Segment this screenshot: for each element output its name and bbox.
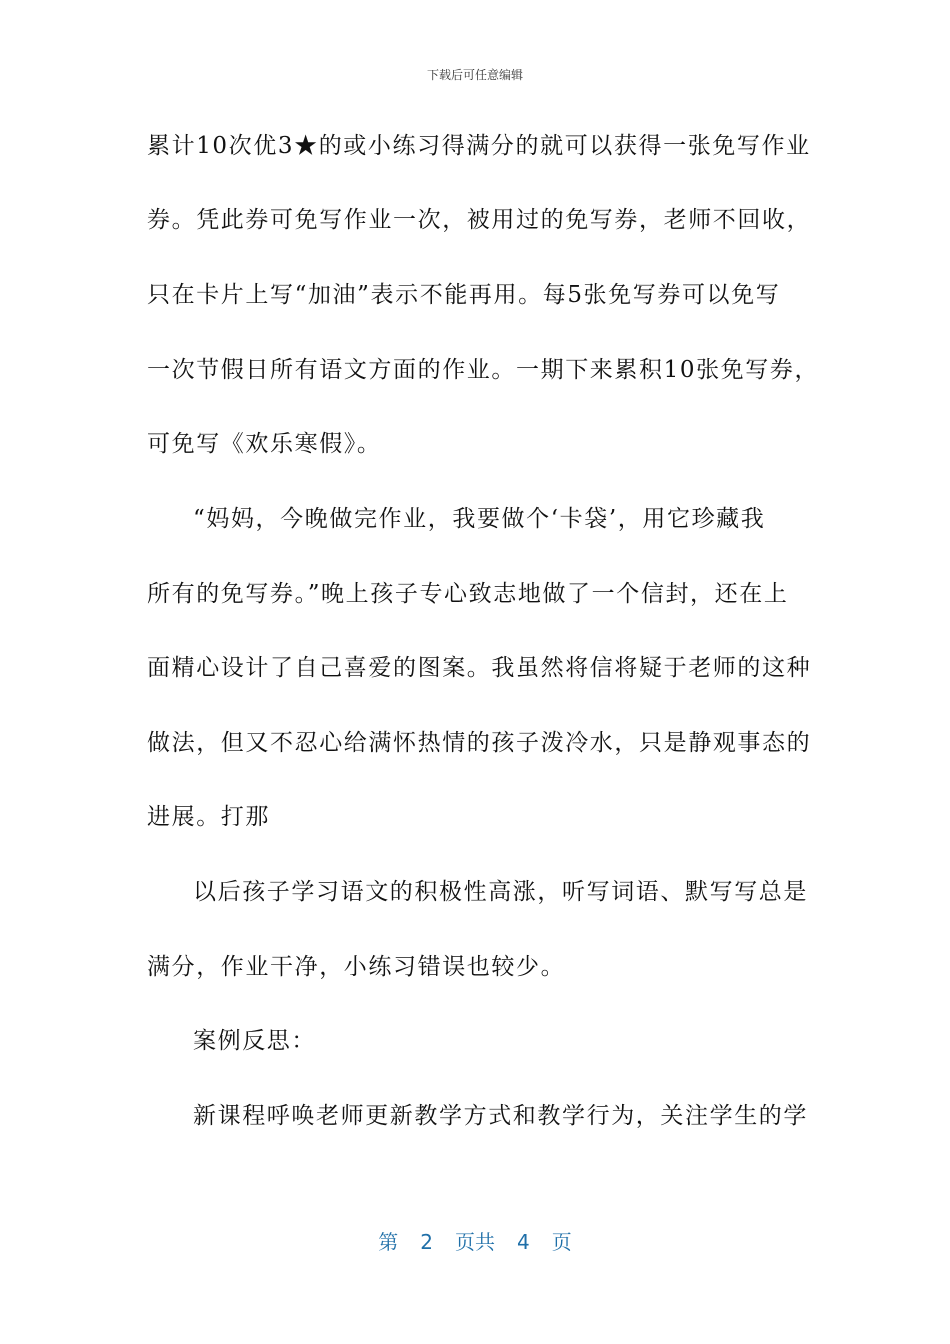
body-line-12: 满分，作业干净，小练习错误也较少。 bbox=[147, 954, 566, 980]
body-line-7: 所有的免写券。”晚上孩子专心致志地做了一个信封，还在上 bbox=[147, 581, 789, 607]
body-line-11: 以后孩子学习语文的积极性高涨，听写词语、默写写总是 bbox=[193, 879, 808, 905]
body-line-9: 做法，但又不忍心给满怀热情的孩子泼冷水，只是静观事态的 bbox=[147, 730, 812, 756]
footer-page-number: 2 bbox=[420, 1230, 433, 1254]
body-line-1: 累计10次优3★的或小练习得满分的就可以获得一张免写作业 bbox=[147, 133, 811, 159]
page-header: 下载后可任意编辑 bbox=[426, 68, 523, 82]
body-line-3: 只在卡片上写“加油”表示不能再用。每5张免写券可以免写 bbox=[147, 282, 781, 308]
footer-suffix: 页 bbox=[551, 1230, 572, 1254]
footer-prefix: 第 bbox=[378, 1230, 399, 1254]
body-line-4: 一次节假日所有语文方面的作业。一期下来累积10张免写券， bbox=[147, 357, 820, 383]
body-line-2: 券。凭此券可免写作业一次，被用过的免写券，老师不回收， bbox=[147, 207, 812, 233]
body-line-10: 进展。打那 bbox=[147, 804, 270, 830]
page-footer bbox=[0, 1226, 950, 1255]
body-line-14: 新课程呼唤老师更新教学方式和教学行为，关注学生的学 bbox=[193, 1103, 808, 1129]
body-line-5: 可免写《欢乐寒假》。 bbox=[147, 431, 382, 457]
body-line-13: 案例反思： bbox=[193, 1028, 316, 1054]
body-line-8: 面精心设计了自己喜爱的图案。我虽然将信将疑于老师的这种 bbox=[147, 655, 812, 681]
body-line-6: “妈妈，今晚做完作业，我要做个‘卡袋’，用它珍藏我 bbox=[193, 506, 766, 532]
footer-total-pages: 4 bbox=[517, 1230, 530, 1254]
footer-middle: 页共 bbox=[455, 1230, 495, 1254]
